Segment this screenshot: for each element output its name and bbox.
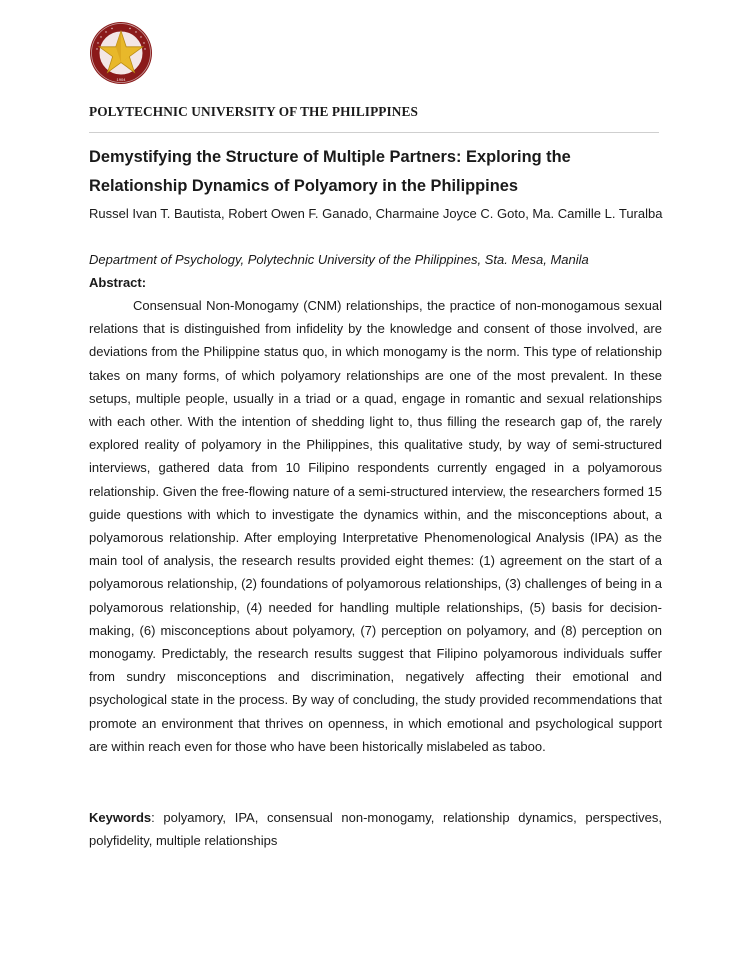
author-list: Russel Ivan T. Bautista, Robert Owen F. Ganado, Charmaine Joyce C. Goto, Ma. Camille L. Turalba [89, 206, 663, 221]
paper-title: Demystifying the Structure of Multiple Partners: Exploring the Relationship Dynamics of Polyamory in the Philippines [89, 148, 571, 195]
seal-year: 1904 [116, 77, 126, 82]
abstract-heading: Abstract: [89, 275, 147, 290]
university-name: POLYTECHNIC UNIVERSITY OF THE PHILIPPINES [89, 104, 418, 119]
abstract-text: Consensual Non-Monogamy (CNM) relationships, the practice of non-monogamous sexual relations that is distinguished from infidelity by the knowledge and consent of those involved, are deviations from the Philippine status quo, in which monogamy is the norm. This type of relationship takes on many forms, of which polyamory relationships are one of the most prevalent. In these setups, multiple people, usually in a triad or a quad, engage in romantic and sexual relationships with each other. With the intention of shedding light to, thus filling the research gap of, the rarely explored reality of polyamory in the Philippines, this qualitative study, by way of semi-structured interviews, gathered data from 10 Filipino respondents currently engaged in a polyamorous relationship. Given the free-flowing nature of a semi-structured interview, the researchers formed 15 guide questions with which to investigate the dynamics within, and the misconceptions about, a polyamorous relationship. After employing Interpretative Phenomenological Analysis (IPA) as the main tool of analysis, the research results provided eight themes: (1) agreement on the start of a polyamorous relationship, (2) foundations of polyamorous relationships, (3) challenges of being in a polyamorous relationship, (4) needed for handling multiple relationships, (5) basis for decision-making, (6) misconceptions about polyamory, (7) perception on polyamory, and (8) perception on monogamy. Predictably, the research results suggest that Filipino polyamorous individuals suffer from sundry misconceptions and discrimination, negatively affecting their emotional and psychological state in the process. By way of concluding, the study provided recommendations that promote an environment that thrives on openness, in which emotional and psychological support are within reach even for those who have been historically mislabeled as taboo. [89, 298, 662, 754]
affiliation: Department of Psychology, Polytechnic University of the Philippines, Sta. Mesa, Manila [89, 252, 589, 267]
header-divider [89, 132, 659, 133]
keywords-label: Keywords [89, 810, 152, 825]
keywords-section [89, 806, 662, 852]
keywords-text: : polyamory, IPA, consensual non-monogamy, relationship dynamics, perspectives, polyfidelity, multiple relationships [89, 810, 662, 848]
university-seal-icon [89, 21, 153, 85]
